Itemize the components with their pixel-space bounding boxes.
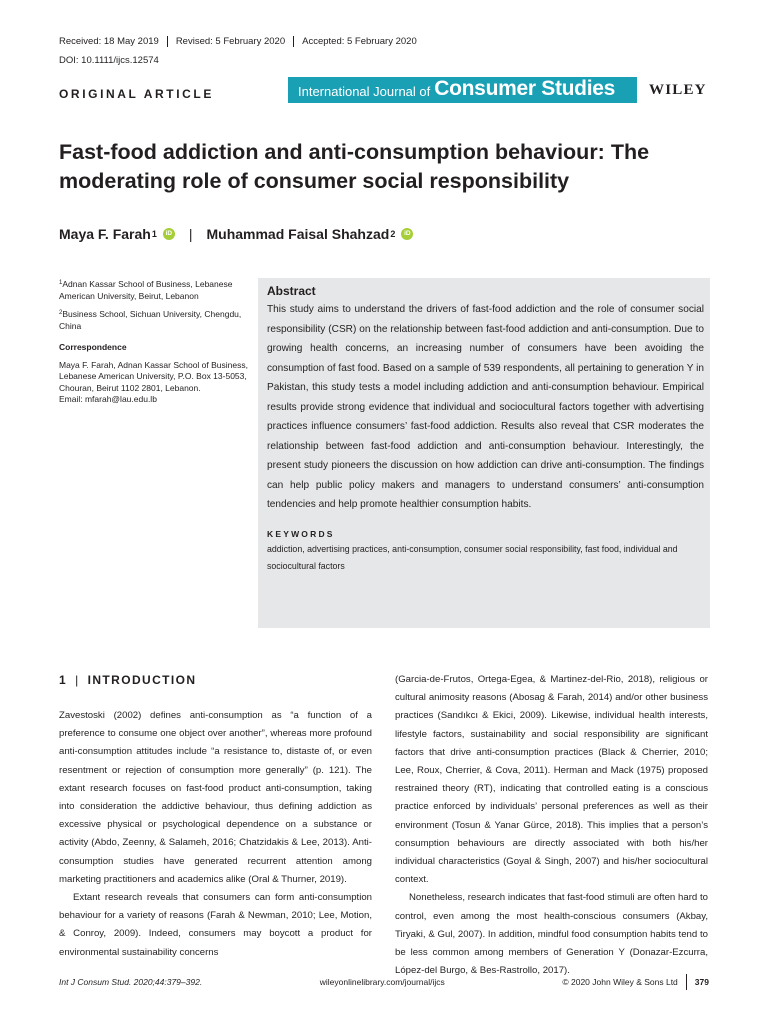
- copyright-notice: © 2020 John Wiley & Sons Ltd: [562, 977, 678, 987]
- journal-url[interactable]: wileyonlinelibrary.com/journal/ijcs: [319, 977, 445, 987]
- footer-divider: [686, 974, 687, 990]
- affiliation-marker: 1: [59, 280, 63, 286]
- keywords-heading: KEYWORDS: [267, 528, 335, 539]
- body-paragraph: (Garcia-de-Frutos, Ortega-Egea, & Martinez-del-Rio, 2018), religious or cultural animosity reasons (Abosag & Farah, 2014) and/or other business practices (Sandıkcı & Ekici, 2009). Likewise, individual health interests, lifestyle factors, sustainability and social responsibility are significant factors that drive anti-consumption practices (Black & Cherrier, 2010; Lee, Roux, Cherrier, & Cova, 2011). Herman and Mack (1975) proposed restrained theory (RT), indicating that controlled eating is a conscious practice enforced by individuals’ personal preferences as well as their environment (Tosun & Yanar Gürce, 2018). This implies that a person’s consumption behaviours are directly associated with both his/her individual characteristics (Goyal & Singh, 2007) and his/her sociocultural context.: [395, 674, 708, 886]
- body-paragraph: Zavestoski (2002) defines anti-consumption as “a function of a preference to consume one object over another”, whereas more profound anti-consumption attitudes include “a resistance to, distaste of, or even resentment or rejection of consumption more generally” (p. 121). The extant research focuses on fast-food product anti-consumption, taking into consideration the addictive behaviour, thus defining addiction as excessive physical or psychological dependence on a substance or activity (Abdo, Zeenny, & Salameh, 2016; Chatzidakis & Lee, 2013). Anti-consumption studies have generated recurrent attention among marketing practitioners and academics alike (Oral & Thurner, 2019).: [59, 710, 372, 885]
- article-dates: [59, 36, 425, 47]
- revised-date: Revised: 5 February 2020: [167, 36, 293, 47]
- affiliations-block: [59, 278, 249, 412]
- abstract-box: [258, 278, 710, 628]
- journal-citation: Int J Consum Stud. 2020;44:379–392.: [59, 977, 203, 987]
- journal-banner: [288, 77, 637, 103]
- article-type-label: ORIGINAL ARTICLE: [59, 87, 214, 101]
- orcid-icon[interactable]: iD: [163, 228, 175, 240]
- author-name: Muhammad Faisal Shahzad: [206, 226, 390, 242]
- correspondence-text: Maya F. Farah, Adnan Kassar School of Business, Lebanese American University, P.O. Box 13-5053, Chouran, Beirut 1102 2801, Lebanon.: [59, 359, 248, 393]
- section-number: 1: [59, 673, 68, 687]
- abstract-text: This study aims to understand the drivers of fast-food addiction and the role of consumer social responsibility (CSR) on the relationship between fast-food addiction and anti-consumption. Due to growing health concerns, an increasing number of consumers have been avoiding the consumption of fast food. Based on a sample of 539 respondents, all pertaining to generation Y in Pakistan, this study tests a model including addiction and anti-consumption behaviour. Empirical results provide strong evidence that individual and sociocultural factors together with advertising practices influence consumers’ fast-food addiction. Results also reveal that CSR moderates the relationship between fast-food addiction and anti-consumption behaviour. Interestingly, the present study pioneers the discussion on how addiction can drive anti-consumption. The findings can help public policy makers and managers to understand consumers’ anti-consumption tendencies and help promote healthier consumption habits.: [267, 304, 704, 510]
- affiliation: [59, 278, 249, 302]
- affiliation-text: Adnan Kassar School of Business, Lebanese American University, Beirut, Lebanon: [59, 279, 233, 301]
- body-paragraph: Nonetheless, research indicates that fast-food stimuli are often hard to control, even among the most health-conscious consumers (Akbay, Tiryaki, & Gul, 2007). In addition, mindful food consumption habits tend to be less common among members of Generation Y (Donazar-Ezcurra, López-del Burgo, & Bes-Rastrollo, 2017).: [395, 892, 708, 977]
- doi-link[interactable]: DOI: 10.1111/ijcs.12574: [59, 55, 159, 66]
- page-number: 379: [694, 977, 709, 987]
- correspondence-email[interactable]: Email: mfarah@lau.edu.lb: [59, 394, 157, 404]
- footer-right: [562, 974, 709, 990]
- section-separator: |: [75, 673, 80, 687]
- correspondence-heading: Correspondence: [59, 342, 127, 352]
- affiliation-marker: 2: [59, 310, 63, 316]
- keywords-text: addiction, advertising practices, anti-consumption, consumer social responsibility, fast food, individual and sociocultural factors: [267, 543, 678, 571]
- author-list: [59, 226, 413, 242]
- author-name: Maya F. Farah: [59, 226, 151, 242]
- affiliation-text: Business School, Sichuan University, Chengdu, China: [59, 309, 242, 331]
- accepted-date: Accepted: 5 February 2020: [293, 36, 425, 47]
- author-separator: |: [188, 226, 193, 242]
- body-column-left: [59, 707, 372, 962]
- publisher-logo: WILEY: [649, 82, 707, 98]
- section-heading: [59, 673, 196, 687]
- received-date: Received: 18 May 2019: [59, 36, 159, 47]
- body-paragraph: Extant research reveals that consumers can form anti-consumption behaviour for a variety of reasons (Farah & Newman, 2010; Lee, Motion, & Conroy, 2009). Indeed, consumers may boycott a product for environmental sustainability concerns: [59, 892, 372, 958]
- section-title: INTRODUCTION: [87, 673, 197, 687]
- author-affiliation-marker: 2: [390, 229, 396, 239]
- affiliation: [59, 308, 249, 332]
- abstract-heading: Abstract: [267, 284, 316, 298]
- orcid-icon[interactable]: iD: [401, 228, 413, 240]
- journal-prefix: International Journal of: [298, 84, 431, 99]
- journal-name: Consumer Studies: [434, 77, 615, 100]
- body-column-right: [395, 671, 708, 980]
- author-affiliation-marker: 1: [151, 229, 157, 239]
- page-footer: [59, 974, 709, 990]
- paper-title: Fast-food addiction and anti-consumption behaviour: The moderating role of consumer social responsibility: [59, 140, 650, 193]
